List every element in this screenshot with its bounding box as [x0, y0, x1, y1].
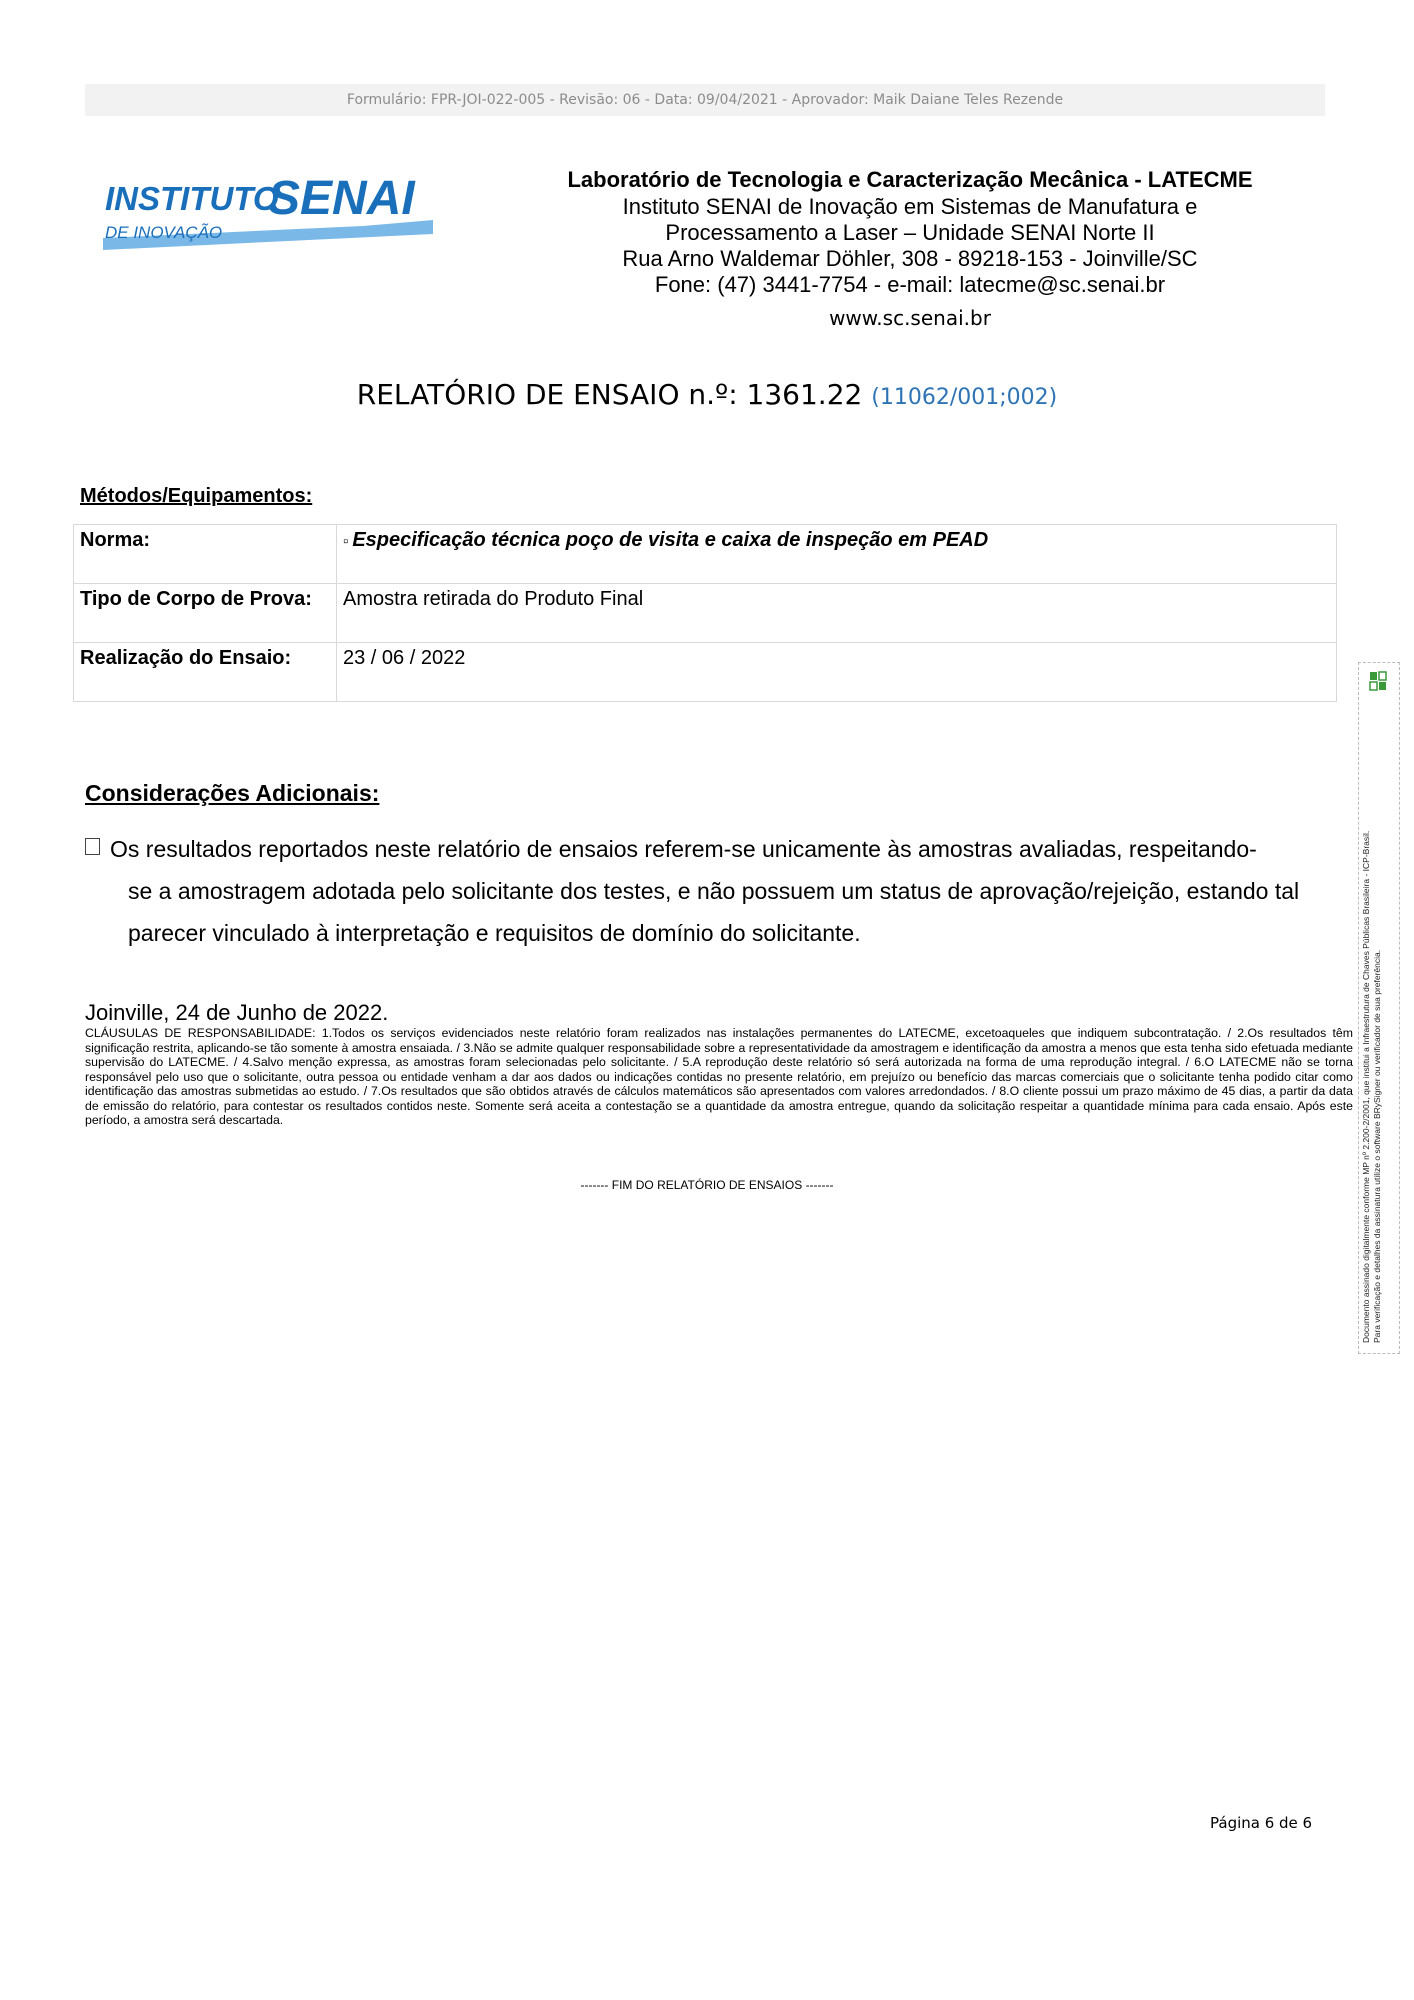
institute-name: Instituto SENAI de Inovação em Sistemas de Manufatura e [622, 194, 1198, 219]
signature-note-line-1: Documento assinado digitalmente conforme MP nº 2.200-2/2001, que institui a Infraestrutura de Chaves Públicas Brasileira - ICP-Brasil. [1361, 830, 1371, 1343]
table-row [74, 584, 1337, 643]
considerations-text [85, 828, 1335, 954]
report-title [0, 378, 1414, 411]
report-reference: (11062/001;002) [871, 385, 1058, 410]
table-row [74, 525, 1337, 584]
form-header-bar: Formulário: FPR-JOI-022-005 - Revisão: 06 - Data: 09/04/2021 - Aprovador: Maik Daiane Teles Rezende [85, 84, 1325, 116]
lab-address: Rua Arno Waldemar Döhler, 308 - 89218-153 - Joinville/SC [622, 246, 1198, 271]
responsibility-clauses: CLÁUSULAS DE RESPONSABILIDADE: 1.Todos os serviços evidenciados neste relatório foram realizados nas instalações permanentes do LATECME, excetoaqueles que indiquem subcontratação. / 2.Os resultados têm significação restrita, aplicando-se tão somente à amostra ensaiada. / 3.Não se admite qualquer responsabilidade sobre a representatividade da amostragem e identificação da amostra a menos que esta tenha sido efetuada mediante supervisão do LATECME. / 4.Salvo menção expressa, as amostras foram selecionadas pelo solicitante. / 5.A reprodução deste relatório só será autorizada na forma de uma reprodução integral. / 6.O LATECME não se torna responsável pelo uso que o solicitante, outra pessoa ou entidade venham a dar aos dados ou indicações contidas no presente relatório, em prejuízo ou benefício das marcas comerciais que o solicitante tenha podido citar como identificação das amostras submetidas ao estudo. / 7.Os resultados que são obtidos através de cálculos matemáticos são apresentados com valores arredondados. / 8.O cliente possui um prazo máximo de 45 dias, a partir da data de emissão do relatório, para contestar os resultados contidos neste. Somente será aceita a contestação se a quantidade da amostra entregue, quando da solicitação respeitar a quantidade mínima para cada ensaio. Após este período, a amostra será descartada. [85, 1026, 1353, 1127]
methods-title: Métodos/Equipamentos: [80, 485, 313, 507]
lab-header [510, 166, 1310, 330]
test-date-label: Realização do Ensaio: [74, 643, 337, 702]
svg-text:INSTITUTO: INSTITUTO [105, 180, 279, 217]
page-number: Página 6 de 6 [1210, 1814, 1313, 1832]
considerations-line-3: parecer vinculado à interpretação e requisitos de domínio do solicitante. [128, 920, 861, 946]
sample-type-value: Amostra retirada do Produto Final [337, 584, 1337, 643]
report-number: RELATÓRIO DE ENSAIO n.º: 1361.22 [356, 378, 863, 411]
end-of-report-marker: ------- FIM DO RELATÓRIO DE ENSAIOS ------- [580, 1178, 834, 1192]
svg-text:DE INOVAÇÃO: DE INOVAÇÃO [105, 223, 223, 242]
website-link[interactable]: www.sc.senai.br [829, 306, 991, 330]
unit-name: Processamento a Laser – Unidade SENAI Norte II [665, 220, 1155, 245]
signature-note-line-2: Para verificação e detalhes da assinatura utilize o software BRySigner ou verificador de sua preferência. [1372, 949, 1382, 1343]
city-date: Joinville, 24 de Junho de 2022. [85, 1000, 389, 1025]
bullet-icon: ▫ [343, 533, 349, 550]
checkbox-icon [85, 838, 100, 855]
considerations-line-1: Os resultados reportados neste relatório de ensaios referem-se unicamente às amostras avaliadas, respeitando- [110, 836, 1257, 862]
senai-logo [103, 168, 433, 258]
senai-logo-graphic [103, 168, 433, 258]
norma-label: Norma: [74, 525, 337, 584]
methods-table [73, 524, 1337, 702]
lab-name: Laboratório de Tecnologia e Caracterização Mecânica - LATECME [567, 167, 1253, 192]
table-row [74, 643, 1337, 702]
sample-type-label: Tipo de Corpo de Prova: [74, 584, 337, 643]
svg-text:SENAI: SENAI [268, 172, 415, 225]
digital-signature-strip [1358, 662, 1400, 1354]
norma-text: Especificação técnica poço de visita e caixa de inspeção em PEAD [352, 529, 989, 551]
norma-value [337, 525, 1337, 584]
lab-contact: Fone: (47) 3441-7754 - e-mail: latecme@sc.senai.br [654, 272, 1166, 297]
test-date-value: 23 / 06 / 2022 [337, 643, 1337, 702]
considerations-line-2: se a amostragem adotada pelo solicitante dos testes, e não possuem um status de aprovação/rejeição, estando tal [128, 878, 1300, 904]
signature-note [1361, 663, 1397, 1343]
considerations-title: Considerações Adicionais: [85, 780, 380, 806]
